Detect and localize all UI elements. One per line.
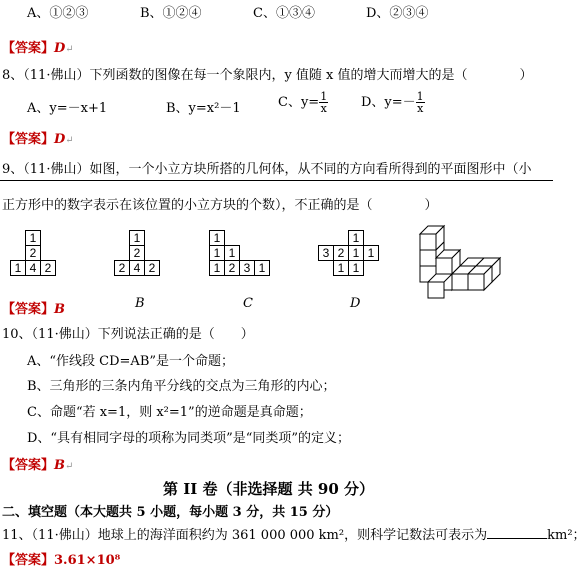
q7-answer: 【答案】D↵ xyxy=(2,41,74,56)
q8-answer: 【答案】D↵ xyxy=(2,132,74,147)
figure-d-caption: D xyxy=(350,296,361,311)
fraction: $\frac{1}{x}$ xyxy=(320,90,328,115)
q8-option-c: C、y= $\frac{1}{x}$ xyxy=(278,90,328,115)
answer-tag: 【答案】 xyxy=(2,132,55,147)
q10-stem: 10、（11·佛山）下列说法正确的是（ ） xyxy=(2,327,254,342)
q10-option-a: A、“作线段 CD=AB”是一个命题； xyxy=(27,354,235,369)
figure-b-caption: B xyxy=(135,296,145,311)
answer-tag: 【答案】 xyxy=(2,41,55,56)
figure-b-grid: 1 2 2 4 2 xyxy=(114,230,160,276)
answer-tag: 【答案】 xyxy=(2,302,55,317)
answer-value: B xyxy=(54,458,66,473)
figure-d-grid: 1 3 2 1 1 1 1 xyxy=(318,230,379,276)
fraction: $\frac{1}{x}$ xyxy=(416,90,424,115)
answer-tag: 【答案】 xyxy=(2,458,55,473)
answer-value: D xyxy=(54,132,66,147)
q9-stem-line2: 正方形中的数字表示在该位置的小立方块的个数），不正确的是（ ） xyxy=(2,198,438,213)
answer-value: 3.61×10⁸ xyxy=(54,553,121,568)
q8-option-a: A、y=－x+1 xyxy=(27,101,108,116)
q7-option-b: B、①②④ xyxy=(140,6,202,21)
q11-answer xyxy=(2,549,120,568)
q8-option-b: B、y=x²－1 xyxy=(166,101,241,116)
q10-option-d: D、“具有相同字母的项称为同类项”是“同类项”的定义； xyxy=(27,431,351,446)
part2-section-header: 二、填空题（本大题共 5 小题，每小题 3 分，共 15 分） xyxy=(2,505,339,520)
answer-blank xyxy=(487,526,547,539)
q10-answer: 【答案】B↵ xyxy=(2,458,74,473)
figure-c-caption: C xyxy=(243,296,253,311)
q7-option-a: A、①②③ xyxy=(27,6,89,21)
q11-stem: 11、（11·佛山）地球上的海洋面积约为 361 000 000 km²，则科学记数法可表示为 km²； xyxy=(2,528,586,543)
q10-option-b: B、三角形的三条内角平分线的交点为三角形的内心； xyxy=(27,379,336,394)
part2-title: 第 II 卷（非选择题 共 90 分） xyxy=(163,480,375,498)
answer-value: B xyxy=(54,302,66,317)
figure-a-grid: 1 2 1 4 2 xyxy=(10,230,56,276)
q10-option-c: C、命题“若 x=1，则 x²=1”的逆命题是真命题； xyxy=(27,405,312,420)
answer-value: D xyxy=(54,41,66,56)
q8-stem: 8、（11·佛山）下列函数的图像在每一个象限内，y 值随 x 值的增大而增大的是（ ） xyxy=(2,68,533,83)
q7-option-d: D、②③④ xyxy=(366,6,429,21)
q9-stem-line1: 9、（11·佛山）如图，一个小立方块所搭的几何体，从不同的方向看所得到的平面图形中（小 xyxy=(2,162,532,177)
q7-option-c: C、①③④ xyxy=(253,6,315,21)
figure-c-grid: 1 1 1 1 2 3 1 xyxy=(209,230,270,276)
page-divider xyxy=(0,180,553,181)
q8-option-d: D、y=－ $\frac{1}{x}$ xyxy=(361,90,424,115)
answer-tag: 【答案】 xyxy=(2,553,55,568)
q9-answer xyxy=(2,298,65,317)
cube-stack-drawing xyxy=(412,222,542,300)
